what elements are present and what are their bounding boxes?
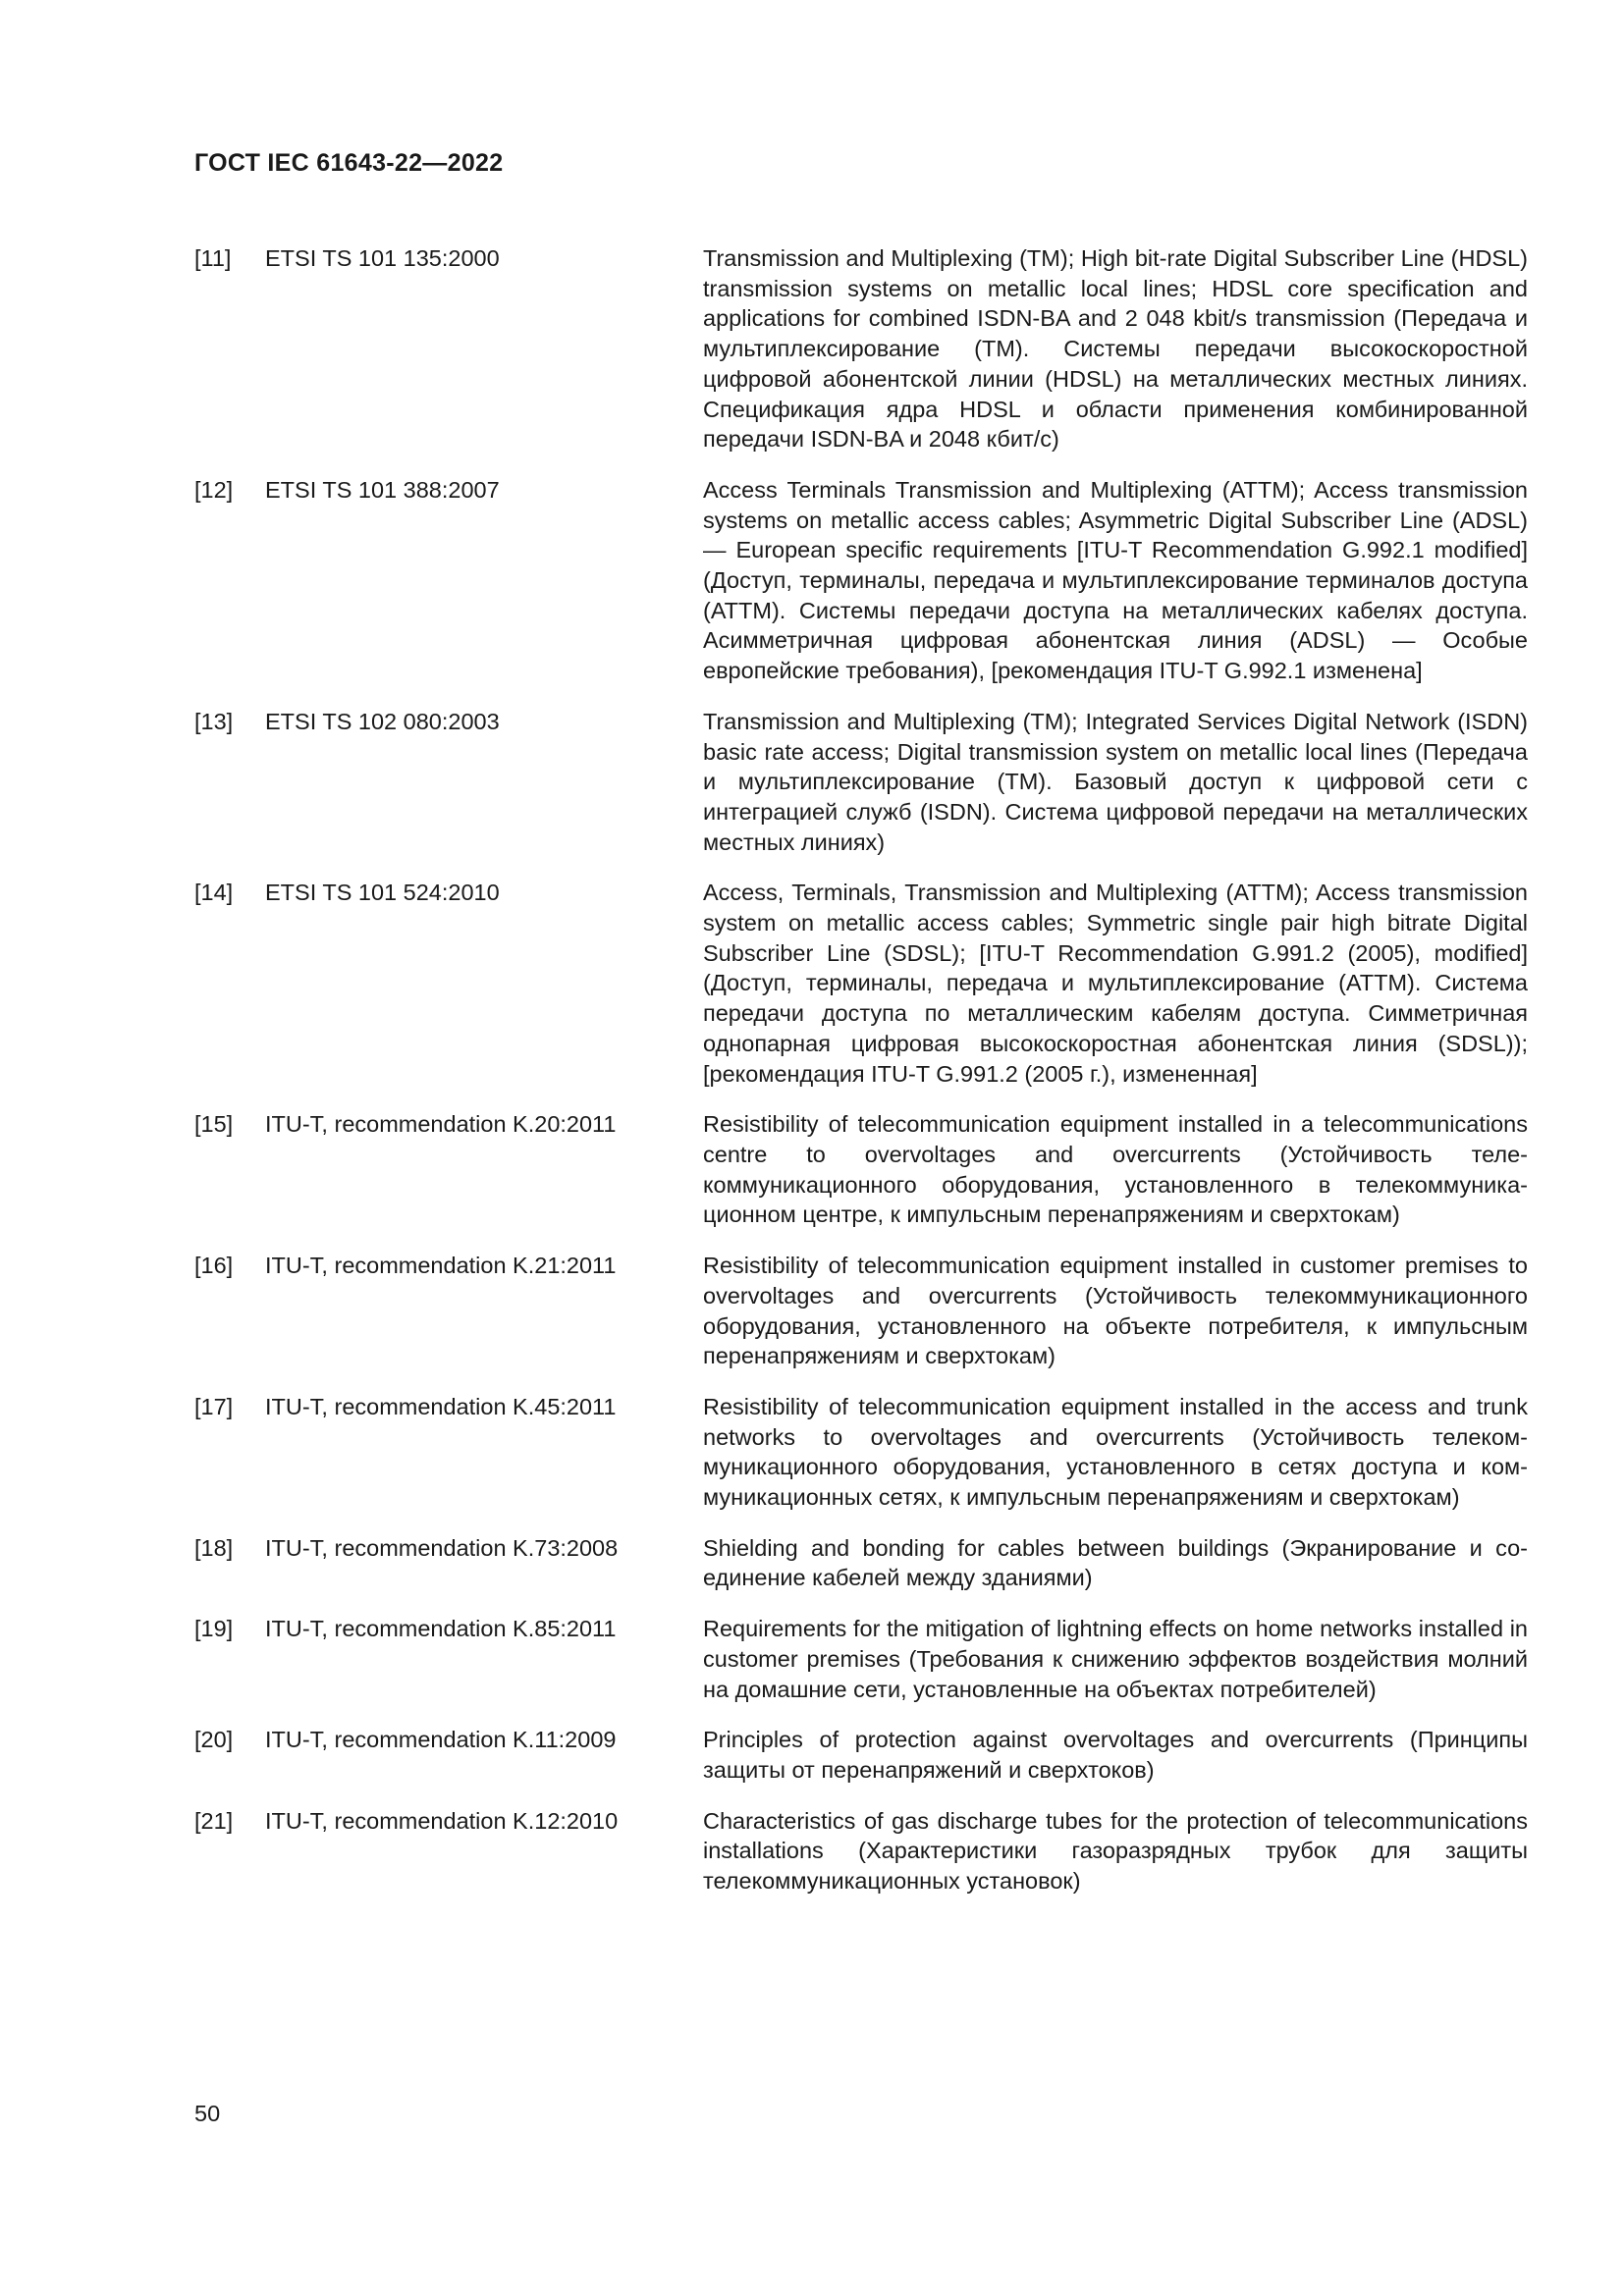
reference-designation: ETSI TS 101 524:2010 — [265, 880, 500, 906]
bibliography-entry — [194, 243, 1528, 454]
bibliography-entry — [194, 1392, 1528, 1513]
reference-designation: ITU-T, recommendation K.12:2010 — [265, 1807, 619, 1834]
reference-designation: ETSI TS 101 388:2007 — [265, 476, 500, 503]
reference-title: Transmission and Multiplexing (TM); High bit-rate Digital Subscriber Line (HDSL) transmission systems on metallic local lines; HDSL core specification and applications for combined ISDN-BA and 2 048 kbit/s transmission (Передача и мультиплексирование (ТМ). Системы передачи высокоскоростной цифровой абонентской линии (HDSL) на металлических местных линиях. Спецификация ядра HDSL и области применения комбинированной передачи ISDN-BA и 2048 кбит/с) — [703, 245, 1528, 453]
page-number: 50 — [194, 2101, 221, 2126]
reference-designation: ETSI TS 102 080:2003 — [265, 708, 500, 734]
reference-title: Access, Terminals, Transmission and Multiplexing (ATTM); Access transmission system on metallic access cables; Symmetric single pair high bitrate Digital Subscriber Line (SDSL); [ITU-T Recommendation G.991.2 (2005), modified] (Доступ, терминалы, передача и мультиплексирование (АТТМ). Система передачи доступа по металлическим кабелям доступа. Симметричная однопарная цифровая высокоскоростная абонентская линия (SDSL)); [рекомендация ITU-T G.991.2 (2005 г.), измененная] — [703, 880, 1528, 1087]
reference-title: Resistibility of telecommunication equipment installed in the access and trunk networks to overvoltages and overcurrents (Устойчивость телекоммуникационного оборудования, установленного в сетях доступа и коммуникационных сетях, к импульсным перенапряжениям и сверхтокам) — [703, 1393, 1528, 1511]
reference-title: Transmission and Multiplexing (TM); Integrated Services Digital Network (ISDN) basic rate access; Digital transmission system on metallic local lines (Передача и мультиплексирование (TM). Базовый доступ к цифровой сети с интеграцией служб (ISDN). Система цифровой передачи на металлических местных линиях) — [703, 708, 1528, 855]
reference-title: Shielding and bonding for cables between buildings (Экранирование и соединение кабелей между зданиями) — [703, 1534, 1528, 1591]
reference-title: Requirements for the mitigation of lightning effects on home networks installed in customer premises (Требования к снижению эффектов воздействия молний на домашние сети, установленные на объектах потребителей) — [703, 1616, 1528, 1702]
reference-number: [18] — [194, 1534, 234, 1561]
bibliography-list — [194, 243, 1528, 1917]
reference-number: [17] — [194, 1393, 234, 1419]
bibliography-entry — [194, 707, 1528, 858]
reference-title: Principles of protection against overvoltages and overcurrents (Принципы защиты от перенапряжений и сверхтоков) — [703, 1727, 1528, 1783]
bibliography-entry — [194, 1109, 1528, 1230]
reference-designation: ETSI TS 101 135:2000 — [265, 245, 500, 271]
reference-number: [12] — [194, 476, 234, 503]
bibliography-entry — [194, 878, 1528, 1089]
reference-title: Resistibility of telecommunication equipment installed in a telecommunications centre to overvoltages and overcurrents (Устойчивость телекоммуникационного оборудования, установленного в телекоммуникационном центре, к импульсным перенапряжениям и сверхтокам) — [703, 1111, 1528, 1228]
reference-number: [13] — [194, 708, 234, 734]
bibliography-entry — [194, 1614, 1528, 1704]
reference-number: [19] — [194, 1616, 234, 1642]
reference-title: Access Terminals Transmission and Multiplexing (ATTM); Access transmission systems on metallic access cables; Asymmetric Digital Subscriber Line (ADSL) — European specific requirements [ITU-T Recommendation G.992.1 modified] (Доступ, терминалы, передача и мультиплексирование терминалов доступа (АТТМ). Системы передачи доступа на металлических кабелях доступа. Асимметричная цифровая абонентская линия (ADSL) — Особые европейские требования), [рекомендация ITU-T G.992.1 изменена] — [703, 476, 1528, 684]
reference-title: Characteristics of gas discharge tubes for the protection of telecommunications installations (Характеристики газоразрядных трубок для защиты телекоммуникационных установок) — [703, 1807, 1528, 1895]
reference-designation: ITU-T, recommendation K.11:2009 — [265, 1727, 617, 1753]
bibliography-entry — [194, 1806, 1528, 1896]
bibliography-entry — [194, 1725, 1528, 1785]
reference-title: Resistibility of telecommunication equipment installed in customer premises to overvoltages and overcurrents (Устойчивость телекоммуникационного оборудования, установленного на объекте потребителя, к импульсным перенапряжениям и сверхтокам) — [703, 1253, 1528, 1369]
reference-designation: ITU-T, recommendation K.20:2011 — [265, 1111, 617, 1138]
reference-number: [15] — [194, 1111, 234, 1138]
reference-designation: ITU-T, recommendation K.21:2011 — [265, 1253, 617, 1279]
reference-number: [21] — [194, 1807, 234, 1834]
reference-designation: ITU-T, recommendation K.73:2008 — [265, 1534, 619, 1561]
reference-number: [16] — [194, 1253, 234, 1279]
reference-designation: ITU-T, recommendation K.85:2011 — [265, 1616, 617, 1642]
bibliography-entry — [194, 1533, 1528, 1593]
bibliography-entry — [194, 475, 1528, 686]
bibliography-entry — [194, 1251, 1528, 1371]
reference-number: [14] — [194, 880, 234, 906]
reference-number: [11] — [194, 245, 232, 271]
document-header: ГОСТ IEC 61643-22—2022 — [194, 149, 504, 177]
reference-number: [20] — [194, 1727, 234, 1753]
reference-designation: ITU-T, recommendation K.45:2011 — [265, 1393, 617, 1419]
